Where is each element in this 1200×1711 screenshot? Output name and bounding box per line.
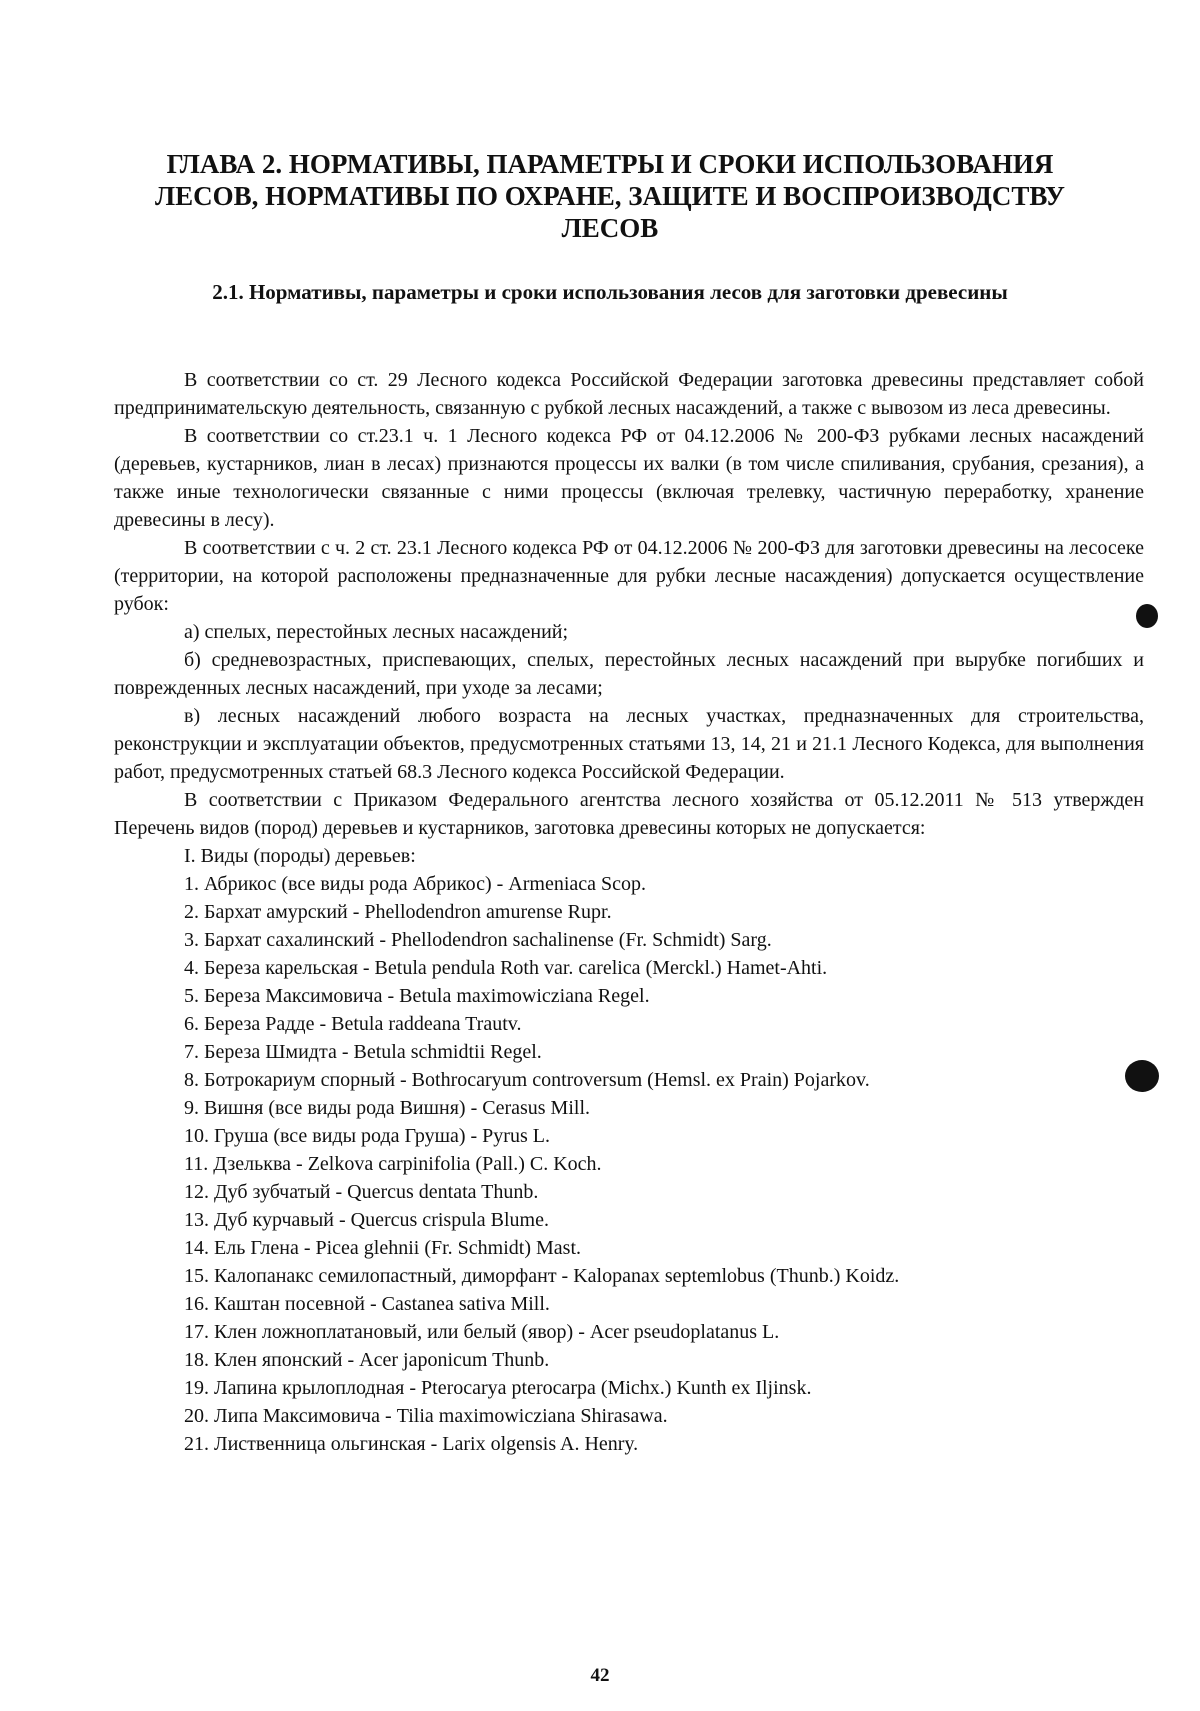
list-item: 4. Береза карельская - Betula pendula Roth var. carelica (Merckl.) Hamet-Ahti. (184, 957, 828, 979)
paragraph: В соответствии с Приказом Федерального агентства лесного хозяйства от 05.12.2011 № 513 утвержден Перечень видов (пород) деревьев и кустарников, заготовка древесины которых не допускается: (114, 789, 1144, 839)
paragraph: а) спелых, перестойных лесных насаждений; (184, 621, 569, 643)
list-item: 10. Груша (все виды рода Груша) - Pyrus L. (184, 1125, 550, 1147)
list-item: 13. Дуб курчавый - Quercus crispula Blume. (184, 1209, 549, 1231)
list-item: 7. Береза Шмидта - Betula schmidtii Regel. (184, 1041, 542, 1063)
list-item: 14. Ель Глена - Picea glehnii (Fr. Schmidt) Mast. (184, 1237, 582, 1259)
ink-blot (1125, 1060, 1159, 1092)
list-item: 20. Липа Максимовича - Tilia maximowicziana Shirasawa. (184, 1405, 668, 1427)
paragraph: в) лесных насаждений любого возраста на лесных участках, предназначенных для строительства, реконструкции и эксплуатации объектов, предусмотренных статьями 13, 14, 21 и 21.1 Лесного Кодекса, для выполнения работ, предусмотренных статьей 68.3 Лесного кодекса Российской Федерации. (114, 705, 1144, 783)
list-item: 1. Абрикос (все виды рода Абрикос) - Armeniaca Scop. (184, 873, 647, 895)
list-item: 5. Береза Максимовича - Betula maximowicziana Regel. (184, 985, 650, 1007)
list-item: 11. Дзельква - Zelkova carpinifolia (Pall.) C. Koch. (184, 1153, 602, 1175)
page-number: 42 (590, 1665, 610, 1686)
chapter-title: ГЛАВА 2. НОРМАТИВЫ, ПАРАМЕТРЫ И СРОКИ ИСПОЛЬЗОВАНИЯ ЛЕСОВ, НОРМАТИВЫ ПО ОХРАНЕ, ЗАЩИТЕ И ВОСПРОИЗВОДСТВУ ЛЕСОВ (155, 149, 1065, 243)
paragraph: В соответствии со ст. 29 Лесного кодекса Российской Федерации заготовка древесины представляет собой предпринимательскую деятельность, связанную с рубкой лесных насаждений, а также с вывозом из леса древесины. (114, 369, 1144, 419)
list-item: 6. Береза Радде - Betula raddeana Trautv. (184, 1013, 522, 1035)
list-item: 2. Бархат амурский - Phellodendron amurense Rupr. (184, 901, 612, 923)
list-item: 19. Лапина крылоплодная - Pterocarya pterocarpa (Michx.) Kunth ex Iljinsk. (184, 1377, 812, 1399)
list-item: 17. Клен ложноплатановый, или белый (явор) - Acer pseudoplatanus L. (184, 1321, 780, 1343)
species-list (114, 870, 1144, 1458)
list-item: 16. Каштан посевной - Castanea sativa Mill. (184, 1293, 550, 1315)
paragraph: В соответствии со ст.23.1 ч. 1 Лесного кодекса РФ от 04.12.2006 № 200-ФЗ рубками лесных насаждений (деревьев, кустарников, лиан в лесах) признаются процессы их валки (в том числе спиливания, срубания, срезания), а также иные технологически связанные с ними процессы (включая трелевку, частичную переработку, хранение древесины в лесу). (114, 425, 1144, 531)
paragraph: б) средневозрастных, приспевающих, спелых, перестойных лесных насаждений при вырубке погибших и поврежденных лесных насаждений, при уходе за лесами; (114, 649, 1144, 699)
list-item: 12. Дуб зубчатый - Quercus dentata Thunb. (184, 1181, 539, 1203)
list-item: 18. Клен японский - Acer japonicum Thunb. (184, 1349, 550, 1371)
list-item: 21. Лиственница ольгинская - Larix olgensis A. Henry. (184, 1433, 639, 1455)
list-item: 8. Ботрокариум спорный - Bothrocaryum controversum (Hemsl. ex Prain) Pojarkov. (184, 1069, 870, 1091)
list-item: 9. Вишня (все виды рода Вишня) - Cerasus Mill. (184, 1097, 591, 1119)
list-heading: I. Виды (породы) деревьев: (184, 845, 416, 867)
ink-blot (1136, 604, 1158, 628)
body-text (114, 366, 1144, 1458)
paragraph: В соответствии с ч. 2 ст. 23.1 Лесного кодекса РФ от 04.12.2006 № 200-ФЗ для заготовки древесины на лесосеке (территории, на которой расположены предназначенные для рубки лесные насаждения) допускается осуществление рубок: (114, 537, 1144, 615)
section-title: 2.1. Нормативы, параметры и сроки использования лесов для заготовки древесины (212, 280, 1008, 304)
list-item: 15. Калопанакс семилопастный, диморфант - Kalopanax septemlobus (Thunb.) Koidz. (184, 1265, 900, 1287)
list-item: 3. Бархат сахалинский - Phellodendron sachalinense (Fr. Schmidt) Sarg. (184, 929, 772, 951)
